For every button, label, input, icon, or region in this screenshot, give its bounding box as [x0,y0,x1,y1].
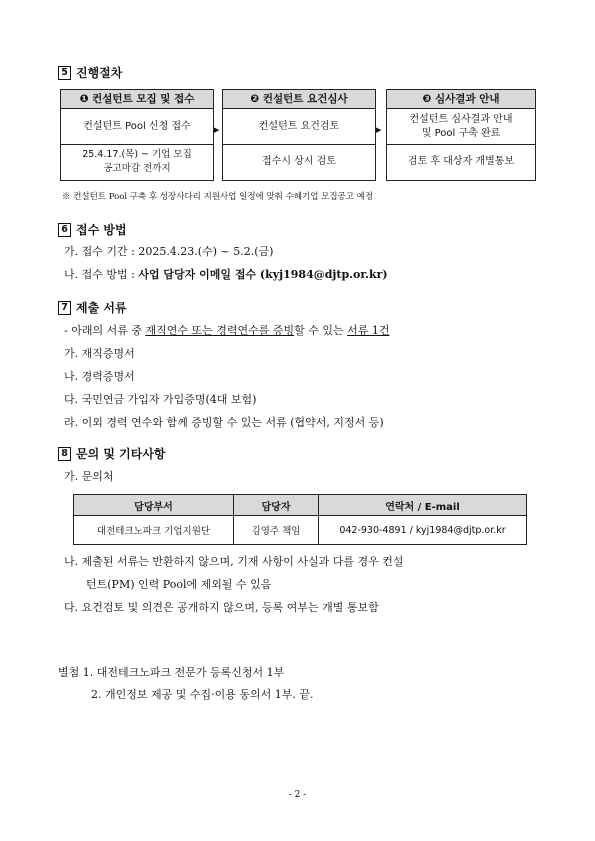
section-7-number: 7 [58,301,71,315]
cell-department: 대전테크노파크 기업지원단 [74,516,234,545]
step-1-row2 [61,145,213,179]
document-item: 가. 재직증명서 [64,347,135,360]
arrow-2-icon: ▶ [376,126,382,134]
document-item: 라. 이외 경력 연수와 함께 증빙할 수 있는 서류 (협약서, 지정서 등) [64,416,384,429]
contact-subheading: 가. 문의처 [64,470,114,483]
section-8-title: 문의 및 기타사항 [76,447,166,461]
step-2-row2: 접수시 상시 검토 [262,156,336,167]
receipt-method-value: 사업 담당자 이메일 접수 (kyj1984@djtp.or.kr) [138,268,388,281]
section-5-title: 진행절차 [76,66,123,80]
header-manager: 담당자 [234,495,319,516]
documents-intro-part-b: 할 수 있는 [294,324,348,337]
header-contact: 연락처 / E-mail [319,495,527,516]
section-5-heading [58,64,122,81]
page-number: - 2 - [288,790,307,800]
arrow-1-icon: ▶ [214,126,220,134]
documents-intro-underline-2: 서류 1건 [347,324,390,337]
step-3-row2: 검토 후 대상자 개별통보 [407,156,515,167]
documents-intro-part-a: - 아래의 서류 중 [64,324,146,337]
cell-contact[interactable]: 042-930-4891 / kyj1984@djtp.or.kr [319,516,527,545]
step-3-row1 [387,109,535,145]
step-3-row1-line-a: 컨설턴트 심사결과 안내 [409,113,513,125]
notice-na-line-1: 나. 제출된 서류는 반환하지 않으며, 기재 사항이 사실과 다를 경우 컨설 [64,555,404,568]
step-2-header: ❷ 컨설턴트 요건심사 [223,90,375,109]
section-7-title: 제출 서류 [76,301,127,315]
step-3-box [386,89,536,181]
step-1-row2-line-a: 25.4.17.(목) ~ 기업 모집 [82,149,192,160]
attachment-2: 2. 개인정보 제공 및 수집·이용 동의서 1부. 끝. [91,688,314,701]
contact-table-header-row [74,495,527,516]
receipt-method [64,266,388,282]
section-6-title: 접수 방법 [76,223,127,237]
documents-intro [64,322,389,338]
receipt-period: 가. 접수 기간 : 2025.4.23.(수) ~ 5.2.(금) [64,245,274,258]
attachment-1: 별첨 1. 대전테크노파크 전문가 등록신청서 1부 [58,666,285,679]
document-item: 나. 경력증명서 [64,370,135,383]
step-1-row2-line-b: 공고마감 전까지 [103,163,171,174]
receipt-method-label: 나. 접수 방법 : [64,268,139,281]
table-row [74,516,527,545]
section-7-heading [58,299,127,316]
step-1-row1: 컨설턴트 Pool 신청 접수 [61,109,213,145]
section-6-number: 6 [58,223,71,237]
contact-table [73,494,527,545]
cell-manager: 김영주 책임 [234,516,319,545]
section-5-number: 5 [58,66,71,80]
section-5-note: ※ 컨설턴트 Pool 구축 후 성장사다리 지원사업 일정에 맞춰 수혜기업 모집공고 예정 [62,192,374,202]
step-2-row1: 컨설턴트 요건검토 [223,109,375,145]
notice-da: 다. 요건검토 및 의견은 공개하지 않으며, 등록 여부는 개별 통보함 [64,601,379,614]
step-3-header: ❸ 심사결과 안내 [387,90,535,109]
section-8-number: 8 [58,447,71,461]
notice-na-line-2: 턴트(PM) 인력 Pool에 제외될 수 있음 [86,578,272,591]
step-1-header: ❶ 컨설턴트 모집 및 접수 [61,90,213,109]
documents-intro-underline-1: 재직연수 또는 경력연수를 증빙 [145,324,295,337]
section-8-heading [58,445,166,462]
header-department: 담당부서 [74,495,234,516]
step-2-box [222,89,376,181]
section-6-heading [58,221,127,238]
step-3-row1-line-b: 및 Pool 구축 완료 [421,127,501,139]
document-item: 다. 국민연금 가입자 가입증명(4대 보험) [64,393,257,406]
step-1-box [60,89,214,181]
